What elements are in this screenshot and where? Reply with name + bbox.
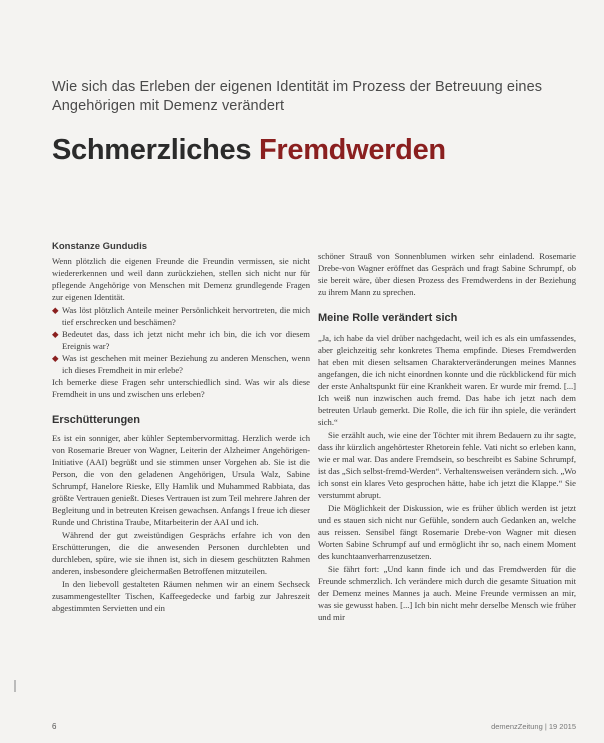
list-item [52,304,310,328]
body-paragraph: Sie erzählt auch, wie eine der Töchter mit ihrem Bedauern zu ihr sagte, dass ihr kürzlich angehörtester Rhetorein fehle. Vati nicht so erleben kann, wie er mal war. Das andere Fremdsein, so beschreibt es Sabine Schrumpf, ist das „Sich selbst-fremd-Werden“. Verhaltensweisen verändern sich. „Wo ich sonst ein klares Veto gesprochen hätte, habe ich jetzt die Klappe.“ Sie verstummt abrupt. [318,430,576,500]
journal-footer: demenzZeitung | 19 2015 [491,722,576,731]
list-item-text: Bedeutet das, dass ich jetzt nicht mehr ich bin, die ich vor diesem Ereignis war? [62,329,310,351]
list-item [52,328,310,352]
bullet-icon: ◆ [52,329,59,339]
title-part-dark: Schmerzliches [52,134,259,166]
bullet-icon: ◆ [52,305,59,315]
after-list-paragraph: Ich bemerke diese Fragen sehr unterschiedlich sind. Was wir als diese Fremdheit in uns und zwischen uns erleben? [52,377,310,399]
body-paragraph: Sie fährt fort: „Und kann finde ich und das Fremdwerden für die Freunde schmerzlich. Ich verändere mich durch die gesamte Situation mit der Demenz meines Mannes ja auch. Meine Freunde vermissen an mir, was sie gewusst haben. [...] Ich bin nicht mehr derselbe Mensch wie früher und mir [318,564,576,622]
left-column [52,235,310,705]
list-item [52,352,310,376]
bullet-icon: ◆ [52,353,59,363]
list-item-text: Was löst plötzlich Anteile meiner Persönlichkeit hervortreten, die mich tief erschrecken und beschämen? [62,305,310,327]
list-item-text: Was ist geschehen mit meiner Beziehung zu anderen Menschen, wenn ich dieses Fremdheit in mir erlebe? [62,353,310,375]
article-title [52,134,592,167]
body-paragraph: schöner Strauß von Sonnenblumen wirken sehr einladend. Rosemarie Drebe-von Wagner eröffnet das Gespräch und fragt Sabine Schrumpf, ob sie bereit wäre, über diesen Prozess des Fremdwerdens in der Beziehung zu ihrem Mann zu sprechen. [318,251,576,297]
page-number: 6 [52,722,57,731]
question-list [52,304,310,376]
body-paragraph: Es ist ein sonniger, aber kühler Septembervormittag. Herzlich werde ich von Rosemarie Breuer von Wagner, Leiterin der Alzheimer Angehörigen-Initiative (AAI) begrüßt und sie stimmen unser Vorgehen ab. Sie ist die Person, die von den geladenen Angehörigen, Ursula Walz, Sabine Schrumpf, Hanelore Rieske, Elly Hamlik und Muhammed Rabbiata, das größte Vertrauen genießt. Dieses Vertrauen ist zum Teil mehrere Jahren der Begleitung und in betreuten Kreisen gewachsen. Anfangs I freue ich dieser Runde und Christina Traube, Mitarbeiterin der AAI und ich. [52,433,310,527]
section-heading-meine-rolle: Meine Rolle verändert sich [318,312,458,324]
article-kicker: Wie sich das Erleben der eigenen Identität im Prozess der Betreuung eines Angehörigen mit Demenz verändert [52,79,543,114]
section-heading-erschuetterungen: Erschütterungen [52,414,141,426]
title-part-accent: Fremdwerden [258,134,446,166]
body-paragraph: In den liebevoll gestalteten Räumen nehmen wir an einem Sechseck zusammengestellter Tischen, Kaffeegedecke und farbig zur Jahreszeit abgestimmten Servietten und ein [52,579,310,613]
body-paragraph: Während der gut zweistündigen Gesprächs erfahre ich von den Erschütterungen, die die anwesenden Personen durchlebten und durchleben, spüre, wie sie ihnen ist, sich in diesem geschützten Rahmen anderen, insbesondere gleichermaßen Betroffenen mitzuteilen. [52,530,310,576]
margin-mark [14,680,16,692]
author-name: Konstanze Gundudis [52,241,147,252]
body-paragraph: Die Möglichkeit der Diskussion, wie es früher üblich werden ist jetzt und es stauen sich nicht nur Gefühle, sondern auch Gedanken an, welche aus reissen. Sensibel fängt Rosemarie Drebe-von Wagner mit diesen Worten Sabine Schrumpf auf und ermöglicht ihr so, nach einem Moment des kunchtaanverharrenzusetzen. [318,503,576,561]
intro-paragraph: Wenn plötzlich die eigenen Freunde die Freundin vermissen, sie nicht wiedererkennen und weil dann zurückziehen, stellen sich nicht nur für pflegende Angehörige von Menschen mit Demenz grundlegende Fragen zur eigenen Identität. [52,256,310,302]
quote-paragraph: „Ja, ich habe da viel drüber nachgedacht, weil ich es als ein umfassendes, aber gleichzeitig sehr konkretes Thema empfinde. Dieses Fremdwerden hat eben mit diesen seltsamen Charakterveränderungen meines Mannes angefangen, die ich nicht einordnen konnte und die rückblickend für mich der erste Anhaltspunkt für eine Krankheit waren. Er wurde mir fremd. [...] Ich weiß nun inzwischen auch fremd. Das habe ich jetzt nach dem betreuten Urlaub gemerkt. Die Rolle, die ich für ihn spiele, die verändert sich.“ [318,333,576,427]
right-column [318,250,576,705]
